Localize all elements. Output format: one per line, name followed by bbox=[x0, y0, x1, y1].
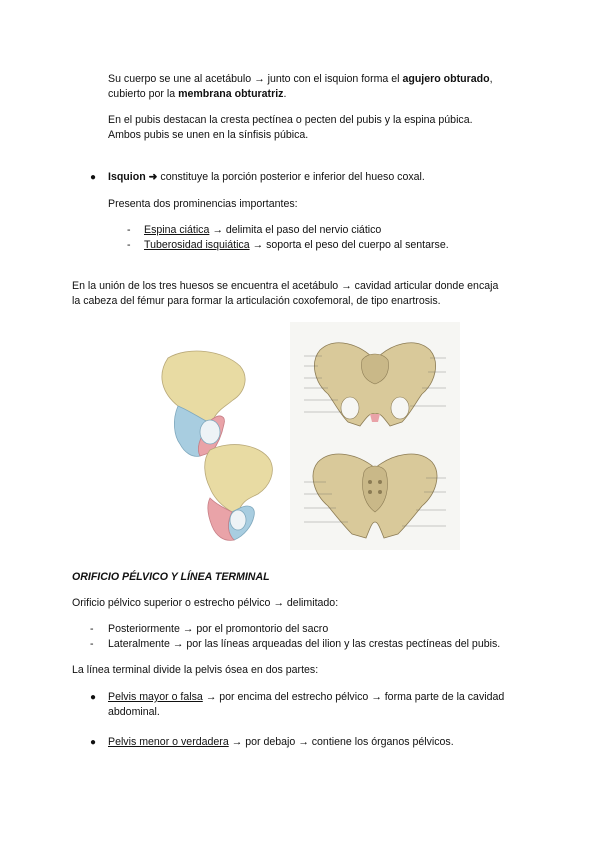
para-pubis-crest-line2: Ambos pubis se unen en la sínfisis púbica. bbox=[108, 129, 309, 141]
para-pubis-line2: cubierto por la membrana obturatriz. bbox=[108, 88, 287, 100]
isquion-item-2: Tuberosidad isquiática → soporta el peso del cuerpo al sentarse. bbox=[144, 239, 449, 251]
isquion-intro: Presenta dos prominencias importantes: bbox=[108, 198, 298, 210]
dash-icon: - bbox=[127, 224, 131, 236]
dash-icon: - bbox=[127, 239, 131, 251]
orificio-item-1: Posteriormente → por el promontorio del sacro bbox=[108, 623, 329, 635]
isquion-line: Isquion ➜ constituye la porción posterior e inferior del hueso coxal. bbox=[108, 171, 425, 183]
bullet-icon: ● bbox=[90, 172, 97, 183]
bullet-icon: ● bbox=[90, 692, 97, 703]
dash-icon: - bbox=[90, 623, 94, 635]
dash-icon: - bbox=[90, 638, 94, 650]
terminal-line: La línea terminal divide la pelvis ósea en dos partes: bbox=[72, 664, 319, 676]
pelvis-mayor-line2: abdominal. bbox=[108, 706, 160, 718]
orificio-item-2: Lateralmente → por las líneas arqueadas del ilion y las crestas pectíneas del pubis. bbox=[108, 638, 501, 650]
pelvis-mayor-line1: Pelvis mayor o falsa → por encima del estrecho pélvico → forma parte de la cavidad bbox=[108, 691, 505, 703]
bullet-icon: ● bbox=[90, 737, 97, 748]
para-pubis-crest-line1: En el pubis destacan la cresta pectínea o pecten del pubis y la espina púbica. bbox=[108, 114, 473, 126]
pelvis-anatomy-illustration bbox=[290, 322, 460, 550]
pelvis-menor-line: Pelvis menor o verdadera → por debajo → contiene los órganos pélvicos. bbox=[108, 736, 454, 748]
isquion-item-1: Espina ciática → delimita el paso del nervio ciático bbox=[144, 224, 382, 236]
union-line1: En la unión de los tres huesos se encuentra el acetábulo → cavidad articular donde encaja bbox=[72, 280, 499, 292]
section-heading: ORIFICIO PÉLVICO Y LÍNEA TERMINAL bbox=[72, 571, 270, 583]
para-pubis-line1: Su cuerpo se une al acetábulo → junto con el isquion forma el agujero obturado, bbox=[108, 73, 493, 85]
hip-bone-illustration bbox=[148, 348, 278, 548]
orificio-intro: Orificio pélvico superior o estrecho pélvico → delimitado: bbox=[72, 597, 339, 609]
union-line2: la cabeza del fémur para formar la articulación coxofemoral, de tipo enartrosis. bbox=[72, 295, 441, 307]
